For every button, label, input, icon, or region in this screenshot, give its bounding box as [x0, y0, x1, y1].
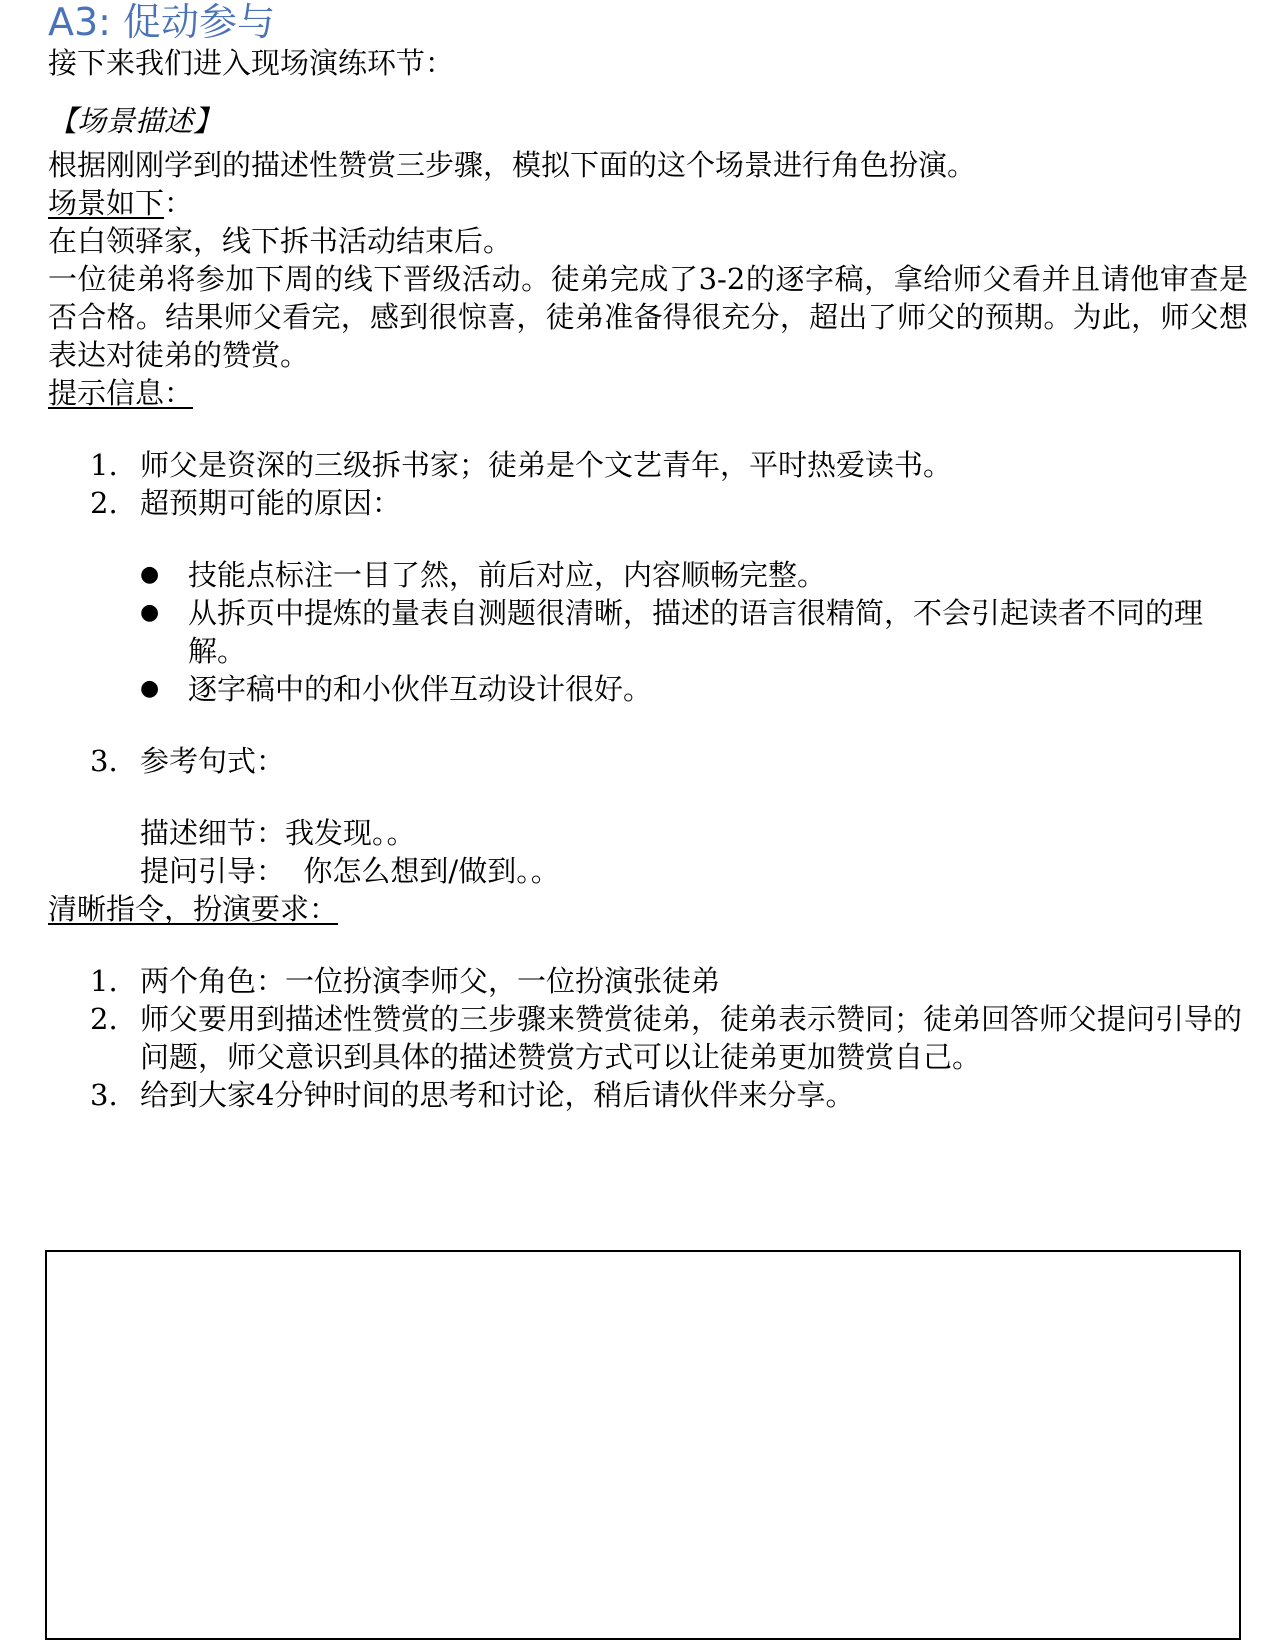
bullet-item — [48, 670, 1248, 708]
requirements-title-text: 清晰指令，扮演要求： — [48, 892, 339, 926]
list-item — [48, 484, 1248, 522]
list-item-text: 参考句式： — [140, 744, 286, 778]
list-item — [48, 1000, 1248, 1076]
list-number: 3. — [90, 1078, 118, 1112]
list-item-text: 师父要用到描述性赞赏的三步骤来赞赏徒弟，徒弟表示赞同；徒弟回答师父提问引导的问题，师父意识到具体的描述赞赏方式可以让徒弟更加赞赏自己。 — [140, 1002, 1243, 1074]
hints-list — [48, 446, 1248, 522]
scene-header-colon: ： — [164, 186, 194, 220]
list-item — [48, 446, 1248, 484]
list-number: 2. — [90, 1002, 118, 1036]
requirements-list — [48, 962, 1248, 1114]
section-heading: A3: 促动参与 — [48, 0, 276, 44]
scene-body[interactable] — [48, 260, 1248, 374]
list-item — [48, 1076, 1248, 1114]
scene-header-text: 场景如下 — [48, 186, 165, 220]
scene-setting: 在白领驿家，线下拆书活动结束后。 — [48, 224, 513, 258]
bullet-text: 技能点标注一目了然，前后对应，内容顺畅完整。 — [188, 558, 827, 592]
list-number: 3. — [90, 744, 118, 778]
hints-title — [48, 374, 1248, 412]
bullet-icon: ● — [140, 676, 160, 701]
hints-list-continued — [48, 742, 1248, 780]
bullet-item — [48, 556, 1248, 594]
bullet-icon: ● — [140, 600, 160, 625]
list-number: 2. — [90, 486, 118, 520]
hints-title-text: 提示信息： — [48, 376, 194, 410]
instruction-text: 根据刚刚学到的描述性赞赏三步骤，模拟下面的这个场景进行角色扮演。 — [48, 148, 977, 182]
bullet-text: 逐字稿中的和小伙伴互动设计很好。 — [188, 672, 653, 706]
scene-label: 【场景描述】 — [48, 104, 223, 138]
list-item — [48, 962, 1248, 1000]
bullet-icon: ● — [140, 562, 160, 587]
reasons-list — [48, 556, 1248, 708]
list-item-text: 给到大家4分钟时间的思考和讨论，稍后请伙伴来分享。 — [140, 1078, 855, 1112]
requirements-title — [48, 890, 1248, 928]
scene-body-text: 一位徒弟将参加下周的线下晋级活动。徒弟完成了3-2的逐字稿，拿给师父看并且请他审查是否合格。结果师父看完，感到很惊喜，徒弟准备得很充分，超出了师父的预期。为此，师父想表达对徒弟的赞赏。 — [48, 262, 1248, 372]
list-item-text: 师父是资深的三级拆书家；徒弟是个文艺青年，平时热爱读书。 — [140, 448, 953, 482]
list-item — [48, 742, 1248, 780]
intro-text: 接下来我们进入现场演练环节： — [48, 46, 455, 80]
list-item-text: 超预期可能的原因： — [140, 486, 402, 520]
document-page — [48, 0, 1248, 1114]
pattern-question: 提问引导： 你怎么想到/做到。。 — [140, 854, 560, 888]
bullet-item — [48, 594, 1248, 670]
list-number: 1. — [90, 448, 118, 482]
list-number: 1. — [90, 964, 118, 998]
list-item-text: 两个角色：一位扮演李师父，一位扮演张徒弟 — [140, 964, 721, 998]
answer-text-box[interactable] — [45, 1250, 1241, 1640]
pattern-describe: 描述细节：我发现。。 — [140, 816, 416, 850]
scene-header — [48, 184, 1248, 222]
bullet-text: 从拆页中提炼的量表自测题很清晰，描述的语言很精简，不会引起读者不同的理解。 — [188, 596, 1204, 668]
